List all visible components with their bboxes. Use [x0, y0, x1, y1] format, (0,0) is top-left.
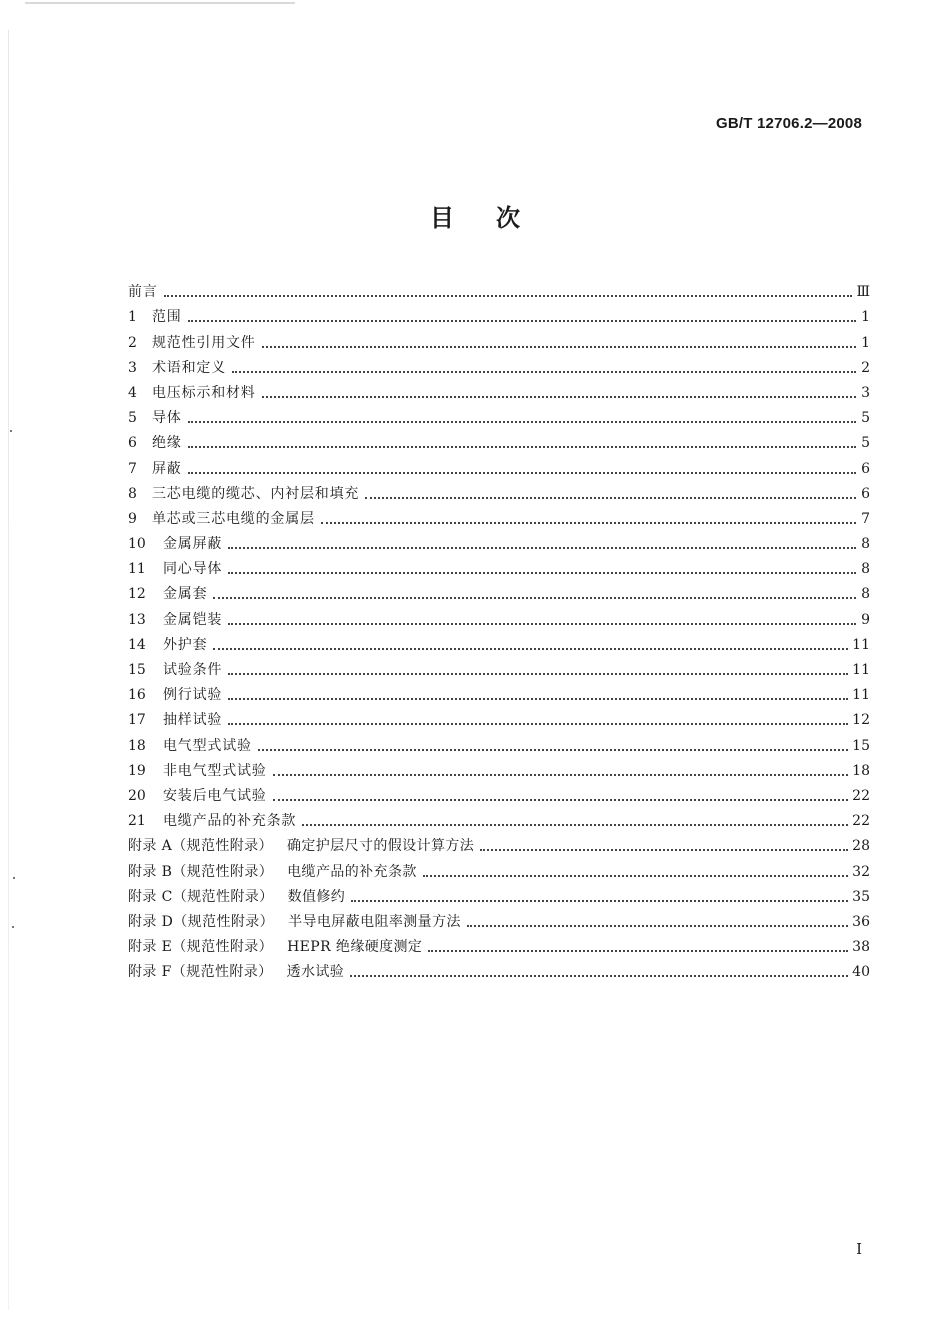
toc-entry-page: 22 — [852, 787, 870, 804]
toc-entry-number: 21 — [128, 813, 146, 830]
toc-entry-label: 规范性引用文件 — [152, 334, 256, 351]
toc-entry-label: 导体 — [152, 410, 182, 427]
toc-entry[interactable] — [128, 629, 870, 654]
toc-entry-page: 11 — [852, 662, 870, 678]
dot-leader — [188, 421, 856, 423]
toc-appendix-label — [128, 938, 422, 956]
toc-appendix-label — [128, 963, 344, 981]
dot-leader — [258, 749, 848, 751]
toc-entry-number: 8 — [128, 485, 137, 502]
toc-entry-label: 电压标示和材料 — [152, 384, 256, 401]
toc-entry[interactable] — [128, 452, 870, 477]
appendix-designation: 附录 F（规范性附录） — [128, 964, 273, 981]
toc-entry-page: 8 — [861, 561, 870, 578]
toc-entry-page: 8 — [861, 586, 870, 603]
toc-appendix-label — [128, 863, 417, 881]
toc-entry-label: 抽样试验 — [163, 712, 223, 729]
dot-leader — [365, 497, 856, 499]
toc-appendix-entry[interactable] — [128, 881, 870, 906]
toc-entry-page: 15 — [852, 737, 870, 754]
appendix-designation: 附录 A（规范性附录） — [128, 838, 273, 855]
table-of-contents — [128, 276, 870, 981]
toc-entry[interactable] — [128, 679, 870, 704]
scan-speck — [13, 877, 15, 879]
dot-leader — [262, 396, 856, 398]
appendix-title: 确定护层尺寸的假设计算方法 — [286, 838, 475, 855]
toc-entry-label: 范围 — [152, 309, 182, 326]
toc-entry[interactable] — [128, 402, 870, 427]
toc-entry[interactable] — [128, 427, 870, 452]
toc-entry[interactable] — [128, 603, 870, 628]
toc-appendix-entry[interactable] — [128, 956, 870, 981]
dot-leader — [351, 900, 848, 902]
toc-entry[interactable] — [128, 704, 870, 729]
dot-leader — [228, 572, 856, 574]
dot-leader — [467, 925, 848, 927]
scan-edge-top — [25, 2, 295, 4]
toc-entry-page: 2 — [861, 359, 870, 376]
toc-entry-number: 12 — [128, 586, 146, 603]
toc-entry[interactable] — [128, 528, 870, 553]
appendix-title: HEPR 绝缘硬度测定 — [287, 939, 423, 956]
toc-entry-number: 2 — [128, 334, 137, 351]
toc-entry-page: Ⅲ — [856, 284, 870, 301]
toc-entry[interactable] — [128, 553, 870, 578]
dot-leader — [350, 975, 848, 977]
toc-entry-label: 屏蔽 — [152, 460, 182, 477]
toc-entry-number: 13 — [128, 611, 146, 628]
dot-leader — [273, 774, 849, 776]
toc-entry-label: 同心导体 — [163, 561, 223, 578]
toc-entry-number: 16 — [128, 687, 146, 704]
toc-entry-number: 1 — [128, 309, 137, 326]
toc-entry-page: 3 — [861, 384, 870, 401]
dot-leader — [228, 623, 856, 625]
toc-entry-page: 22 — [852, 813, 870, 830]
toc-entry[interactable] — [128, 805, 870, 830]
toc-entry[interactable] — [128, 755, 870, 780]
toc-entry[interactable] — [128, 780, 870, 805]
toc-entry-label: 安装后电气试验 — [163, 787, 267, 804]
appendix-title: 数值修约 — [287, 888, 346, 905]
dot-leader — [164, 295, 853, 297]
scan-speck — [10, 430, 12, 432]
toc-entry[interactable] — [128, 352, 870, 377]
toc-entry-label: 电缆产品的补充条款 — [163, 813, 297, 830]
toc-entry-page: 12 — [852, 712, 870, 729]
appendix-designation: 附录 D（规范性附录） — [128, 913, 275, 930]
dot-leader — [213, 648, 848, 650]
toc-entry-number: 11 — [128, 561, 146, 578]
toc-entry-label: 金属套 — [163, 586, 208, 603]
scan-speck — [12, 926, 14, 928]
page-folio: I — [856, 1240, 862, 1258]
dot-leader — [480, 849, 848, 851]
toc-appendix-label — [128, 837, 474, 855]
toc-appendix-label — [128, 888, 345, 906]
toc-entry-page: 11 — [852, 636, 870, 653]
toc-entry[interactable] — [128, 377, 870, 402]
page-title: 目次 — [430, 204, 562, 232]
toc-entry[interactable] — [128, 503, 870, 528]
dot-leader — [321, 522, 856, 524]
toc-entry-page: 38 — [852, 939, 870, 956]
toc-appendix-entry[interactable] — [128, 855, 870, 880]
toc-entry-label: 绝缘 — [152, 435, 182, 452]
toc-entry-label: 试验条件 — [163, 662, 223, 678]
toc-entry-number: 10 — [128, 536, 146, 553]
toc-entry[interactable] — [128, 478, 870, 503]
toc-entry-page: 36 — [852, 913, 870, 930]
dot-leader — [188, 446, 856, 448]
dot-leader — [228, 698, 848, 700]
toc-entry-number: 19 — [128, 762, 146, 779]
toc-entry-number: 14 — [128, 636, 146, 653]
dot-leader — [213, 597, 856, 599]
toc-entry-page: 5 — [861, 435, 870, 452]
toc-entry-number: 7 — [128, 460, 137, 477]
toc-entry-page: 8 — [861, 536, 870, 553]
toc-entry-page: 28 — [852, 838, 870, 855]
appendix-title: 透水试验 — [286, 964, 345, 981]
appendix-designation: 附录 C（规范性附录） — [128, 888, 274, 905]
toc-entry-label: 金属铠装 — [163, 611, 223, 628]
dot-leader — [228, 547, 856, 549]
toc-entry-number: 15 — [128, 662, 146, 678]
toc-entry-label: 非电气型式试验 — [163, 762, 267, 779]
toc-entry[interactable] — [128, 729, 870, 754]
toc-entry-label: 单芯或三芯电缆的金属层 — [152, 510, 315, 527]
toc-entry-page: 40 — [852, 964, 870, 981]
toc-entry-page: 6 — [861, 460, 870, 477]
dot-leader — [262, 346, 856, 348]
dot-leader — [428, 950, 848, 952]
toc-entry-page: 35 — [852, 888, 870, 905]
toc-entry-number: 20 — [128, 787, 146, 804]
toc-entry-page: 9 — [861, 611, 870, 628]
toc-entry-page: 11 — [852, 687, 870, 704]
toc-entry-number: 9 — [128, 510, 137, 527]
toc-entry-number: 6 — [128, 435, 137, 452]
toc-entry-number: 4 — [128, 384, 137, 401]
toc-entry-page: 5 — [861, 410, 870, 427]
appendix-title: 电缆产品的补充条款 — [287, 863, 417, 880]
toc-entry-page: 1 — [861, 309, 870, 326]
dot-leader — [188, 320, 856, 322]
toc-entry-page: 18 — [852, 762, 870, 779]
toc-entry-number: 18 — [128, 737, 146, 754]
dot-leader — [228, 723, 848, 725]
dot-leader — [302, 824, 848, 826]
toc-entry-number: 3 — [128, 359, 137, 376]
dot-leader — [228, 673, 848, 675]
toc-entry-number: 5 — [128, 410, 137, 427]
dot-leader — [273, 799, 849, 801]
toc-entry-page: 32 — [852, 863, 870, 880]
toc-entry-number: 17 — [128, 712, 146, 729]
toc-entry[interactable] — [128, 326, 870, 351]
standard-code: GB/T 12706.2—2008 — [716, 115, 862, 132]
toc-entry-label: 三芯电缆的缆芯、内衬层和填充 — [152, 485, 360, 502]
toc-entry-label: 电气型式试验 — [163, 737, 252, 754]
dot-leader — [188, 472, 856, 474]
toc-entry[interactable] — [128, 578, 870, 603]
toc-entry[interactable] — [128, 301, 870, 326]
toc-entry-label: 前言 — [128, 284, 158, 301]
appendix-designation: 附录 B（规范性附录） — [128, 863, 274, 880]
toc-entry-label: 例行试验 — [163, 687, 223, 704]
appendix-designation: 附录 E（规范性附录） — [128, 939, 274, 956]
appendix-title: 半导电屏蔽电阻率测量方法 — [288, 913, 461, 930]
toc-appendix-entry[interactable] — [128, 906, 870, 931]
toc-entry[interactable] — [128, 654, 870, 679]
dot-leader — [232, 371, 856, 373]
toc-appendix-entry[interactable] — [128, 931, 870, 956]
toc-entry-label: 术语和定义 — [152, 359, 226, 376]
toc-entry-page: 6 — [861, 485, 870, 502]
toc-entry-label: 外护套 — [163, 636, 208, 653]
toc-appendix-label — [128, 913, 461, 931]
toc-entry-page: 1 — [861, 334, 870, 351]
toc-entry-label: 金属屏蔽 — [163, 536, 223, 553]
toc-appendix-entry[interactable] — [128, 830, 870, 855]
dot-leader — [423, 875, 848, 877]
toc-entry[interactable] — [128, 276, 870, 301]
toc-entry-page: 7 — [861, 510, 870, 527]
